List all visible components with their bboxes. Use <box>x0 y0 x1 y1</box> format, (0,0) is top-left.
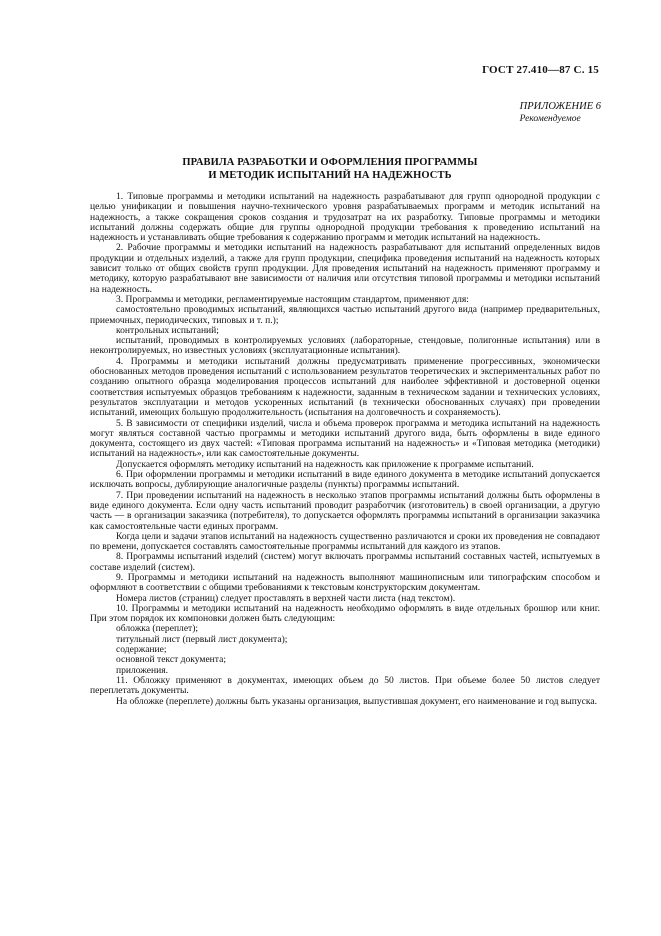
paragraph: 11. Обложку применяют в документах, имеющих объем до 50 листов. При объеме более 50 листов следует переплетать документы. <box>90 674 600 697</box>
paragraph: 4. Программы и методики испытаний должны предусматривать применение прогрессивных, экономически обоснованных методов проведения испытаний с использованием результатов теоретических и экспериментальных работ по созданию опытного образца моделирования процессов испытаний для наиболее эффективной и достоверной оценки соответствия испытуемых образцов требованиям к надежности, заданным в техническом задании и технических условиях, результатов эксплуатации и методов ускоренных испытаний (в технически обоснованных случаях) при проведении испытаний, имеющих большую продолжительность (испытания на долговечность и сохраняемость). <box>90 355 600 419</box>
paragraph: контрольных испытаний; <box>116 324 219 336</box>
paragraph: основной текст документа; <box>116 654 226 666</box>
paragraph: испытаний, проводимых в контролируемых условиях (лабораторные, стендовые, полигонные испытания) или в неконтролируемых, но известных условиях (эксплуатационные испытания). <box>90 335 600 357</box>
paragraph: 5. В зависимости от специфики изделий, числа и объема проверок программа и методика испытаний на надежность могут являться составной частью программы и методики испытаний другого вида, быть оформлены в виде единого документа, состоящего из двух частей: «Типовая программа испытаний на надежность» и «Типовая методика (методики) испытаний на надежность», или как самостоятельные документы. <box>90 417 600 460</box>
paragraph: 9. Программы и методики испытаний на надежность выполняют машинописным или типографским способом и оформляют в соответствии с общими требованиями к текстовым конструкторским документам. <box>90 571 600 594</box>
document-body <box>90 192 600 707</box>
document-title <box>90 156 570 182</box>
paragraph: 10. Программы и методики испытаний на надежность необходимо оформлять в виде отдельных брошюр или книг. При этом порядок их компоновки должен быть следующим: <box>90 602 600 625</box>
paragraph: На обложке (переплете) должны быть указаны организация, выпустившая документ, его наименование и год выпуска. <box>116 695 597 707</box>
paragraph: Допускается оформлять методику испытаний на надежность как приложение к программе испытаний. <box>116 458 534 470</box>
paragraph: Номера листов (страниц) следует проставлять в верхней части листа (над текстом). <box>116 592 456 604</box>
paragraph: 2. Рабочие программы и методики испытаний на надежность разрабатывают для испытаний определенных видов продукции и отдельных изделий, а также для групп продукции, специфика проведения испытаний на надежность которых зависит только от общих свойств групп продукции. Для проведения испытаний на надежность применяют программу и методику, которую разрабатывают вне зависимости от наличия или отсутствия типовой программы и методики испытаний на надежность. <box>90 242 600 295</box>
title-line-1: ПРАВИЛА РАЗРАБОТКИ И ОФОРМЛЕНИЯ ПРОГРАММЫ <box>182 157 478 168</box>
paragraph: 7. При проведении испытаний на надежность в несколько этапов программы испытаний должны быть оформлены в виде единого документа. Если одну часть испытаний проводит разработчик (изготовитель) в своей организации, а другую часть — в организации заказчика (потребителя), то допускается оформлять программы испытаний в организации заказчика как самостоятельные части единых программ. <box>90 489 600 532</box>
paragraph: самостоятельно проводимых испытаний, являющихся частью испытаний другого вида (например предварительных, приемочных, периодических, типовых и т. п.); <box>90 304 600 326</box>
appendix-label: ПРИЛОЖЕНИЕ 6 <box>519 101 601 112</box>
paragraph: 8. Программы испытаний изделий (систем) могут включать программы испытаний составных частей, испытуемых в составе изделий (систем). <box>90 551 600 573</box>
page-header-code: ГОСТ 27.410—87 С. 15 <box>482 64 599 76</box>
paragraph: титульный лист (первый лист документа); <box>116 633 288 645</box>
appendix-status: Рекомендуемое <box>519 114 581 124</box>
paragraph: приложения. <box>116 664 168 676</box>
paragraph: Когда цели и задачи этапов испытаний на надежность существенно различаются и сроки их проведения не совпадают по времени, допускается составлять самостоятельные программы испытаний для каждого из этапов. <box>90 530 600 553</box>
paragraph: 1. Типовые программы и методики испытаний на надежность разрабатывают для групп однородной продукции с целью унификации и повышения научно-технического уровня разрабатываемых программ и методик испытаний на надежность, а также сокращения сроков создания и трудозатрат на их разработку. Типовые программы и методики испытаний должны содержать общие для группы однородной продукции требования к проведению испытаний на надежность и устанавливать общие требования к содержанию программ и методик испытаний на надежность. <box>90 191 600 244</box>
paragraph: 6. При оформлении программы и методики испытаний в виде единого документа в методике испытаний допускается исключать вопросы, дублирующие аналогичные разделы (пункты) программы испытаний. <box>90 469 600 491</box>
paragraph: обложка (переплет); <box>116 623 199 635</box>
title-line-2: И МЕТОДИК ИСПЫТАНИЙ НА НАДЕЖНОСТЬ <box>208 170 452 181</box>
paragraph: 3. Программы и методики, регламентируемые настоящим стандартом, применяют для: <box>116 293 469 305</box>
appendix-block <box>520 100 601 126</box>
paragraph: содержание; <box>116 644 167 656</box>
